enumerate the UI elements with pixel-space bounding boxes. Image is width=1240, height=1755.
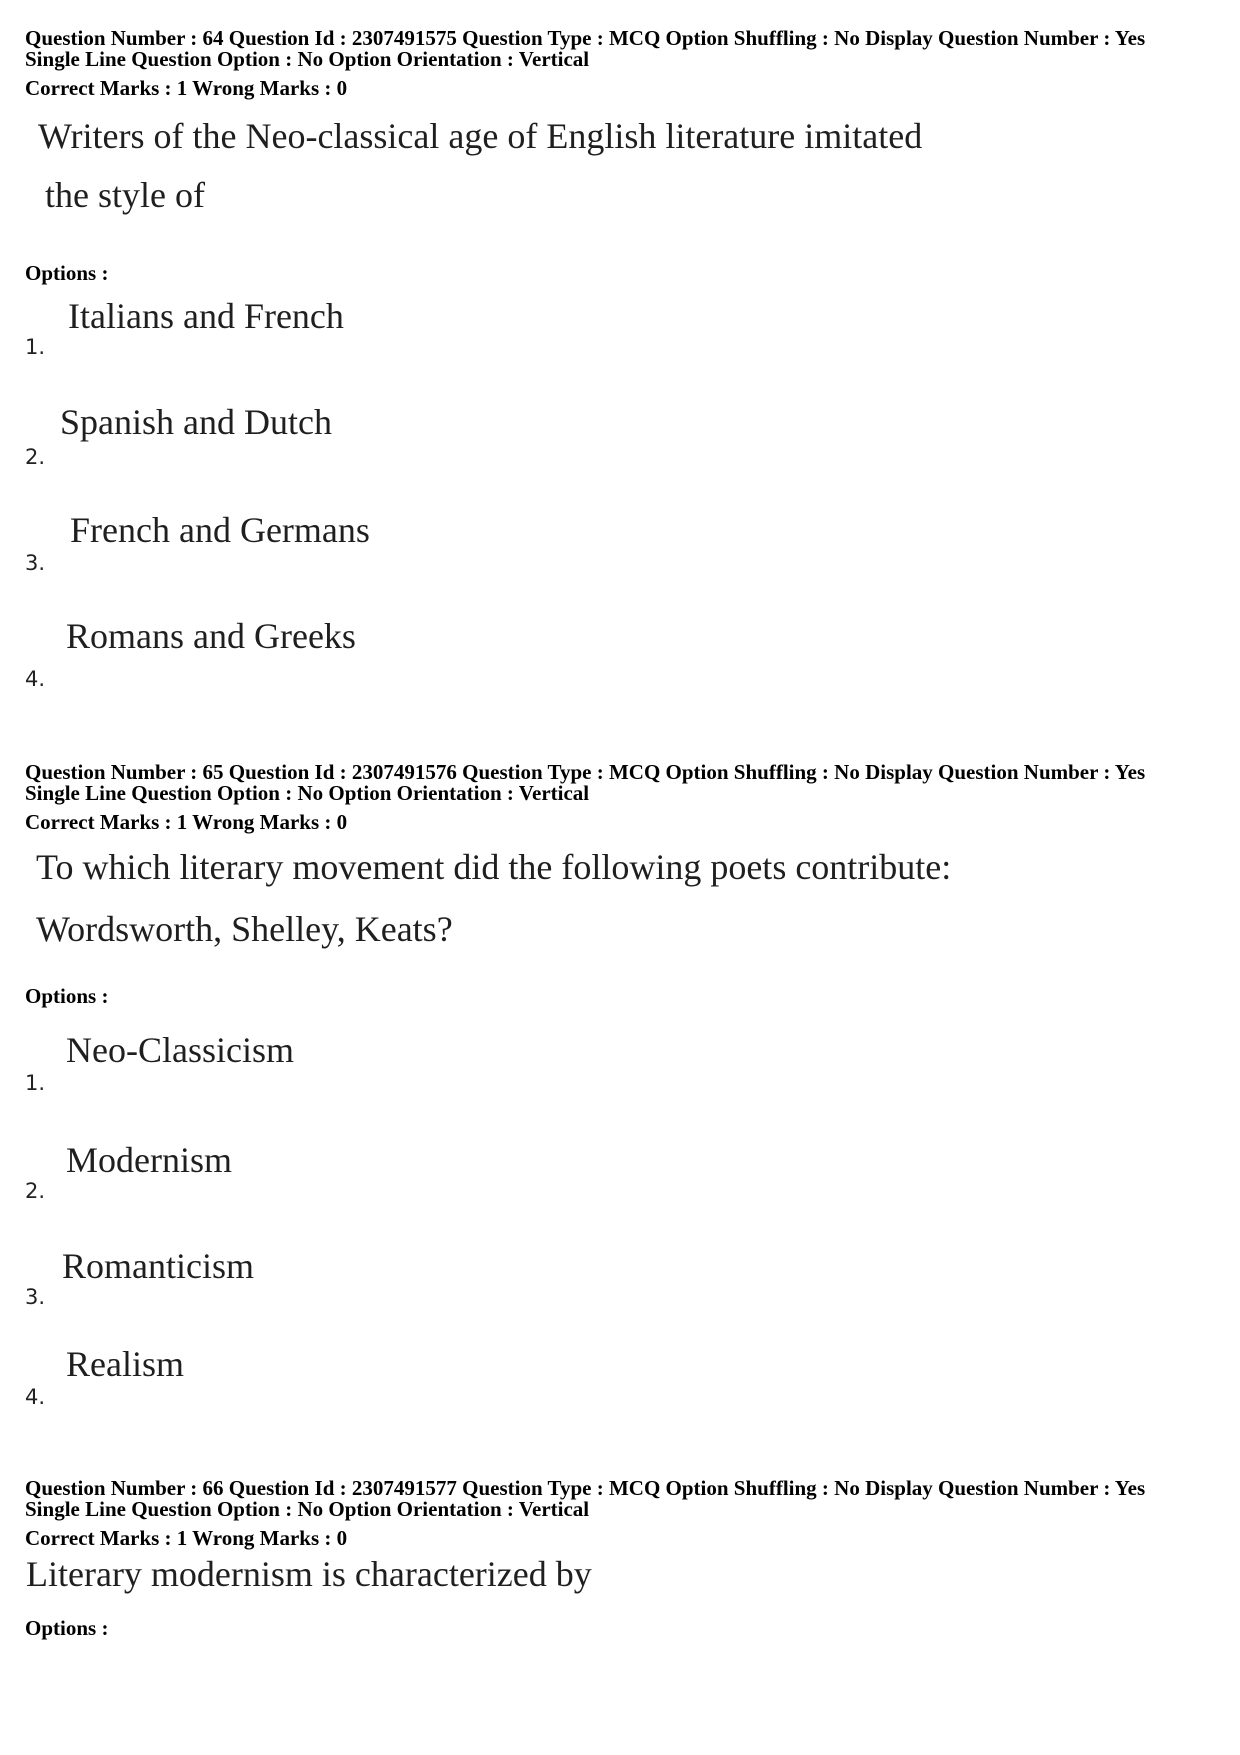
question-65-options-label: Options : xyxy=(25,984,109,1008)
question-64-meta-line2: Single Line Question Option : No Option Orientation : Vertical xyxy=(25,47,590,71)
option-number: 3. xyxy=(25,551,46,575)
question-66-text-line1: Literary modernism is characterized by xyxy=(26,1554,592,1594)
option-number: 4. xyxy=(25,667,46,691)
question-64-marks: Correct Marks : 1 Wrong Marks : 0 xyxy=(25,76,348,100)
question-64-options-label: Options : xyxy=(25,261,109,285)
option-number: 3. xyxy=(25,1285,46,1309)
question-64-text-line2: the style of xyxy=(45,175,205,215)
question-66-marks: Correct Marks : 1 Wrong Marks : 0 xyxy=(25,1526,348,1550)
question-65-text-line2: Wordsworth, Shelley, Keats? xyxy=(36,909,453,949)
question-65-meta-line1: Question Number : 65 Question Id : 2307491576 Question Type : MCQ Option Shuffling : No Display Question Number : Yes xyxy=(25,760,1146,784)
option-text: Spanish and Dutch xyxy=(60,402,332,442)
option-number: 2. xyxy=(25,445,46,469)
option-text: Modernism xyxy=(66,1140,232,1180)
question-66-meta-line1: Question Number : 66 Question Id : 2307491577 Question Type : MCQ Option Shuffling : No Display Question Number : Yes xyxy=(25,1476,1146,1500)
question-65-marks: Correct Marks : 1 Wrong Marks : 0 xyxy=(25,810,348,834)
question-64-meta-line1: Question Number : 64 Question Id : 2307491575 Question Type : MCQ Option Shuffling : No Display Question Number : Yes xyxy=(25,26,1146,50)
option-text: French and Germans xyxy=(70,510,370,550)
option-text: Realism xyxy=(66,1344,184,1384)
question-66-meta-line2: Single Line Question Option : No Option Orientation : Vertical xyxy=(25,1497,590,1521)
option-text: Romanticism xyxy=(62,1246,254,1286)
option-text: Romans and Greeks xyxy=(66,616,356,656)
question-64-text-line1: Writers of the Neo-classical age of English literature imitated xyxy=(38,116,923,156)
option-number: 1. xyxy=(25,1071,46,1095)
question-66-options-label: Options : xyxy=(25,1616,109,1640)
option-text: Italians and French xyxy=(68,296,344,336)
option-number: 2. xyxy=(25,1179,46,1203)
option-number: 4. xyxy=(25,1385,46,1409)
option-number: 1. xyxy=(25,335,46,359)
question-65-text-line1: To which literary movement did the following poets contribute: xyxy=(36,847,952,887)
option-text: Neo-Classicism xyxy=(66,1030,294,1070)
question-65-meta-line2: Single Line Question Option : No Option Orientation : Vertical xyxy=(25,781,590,805)
